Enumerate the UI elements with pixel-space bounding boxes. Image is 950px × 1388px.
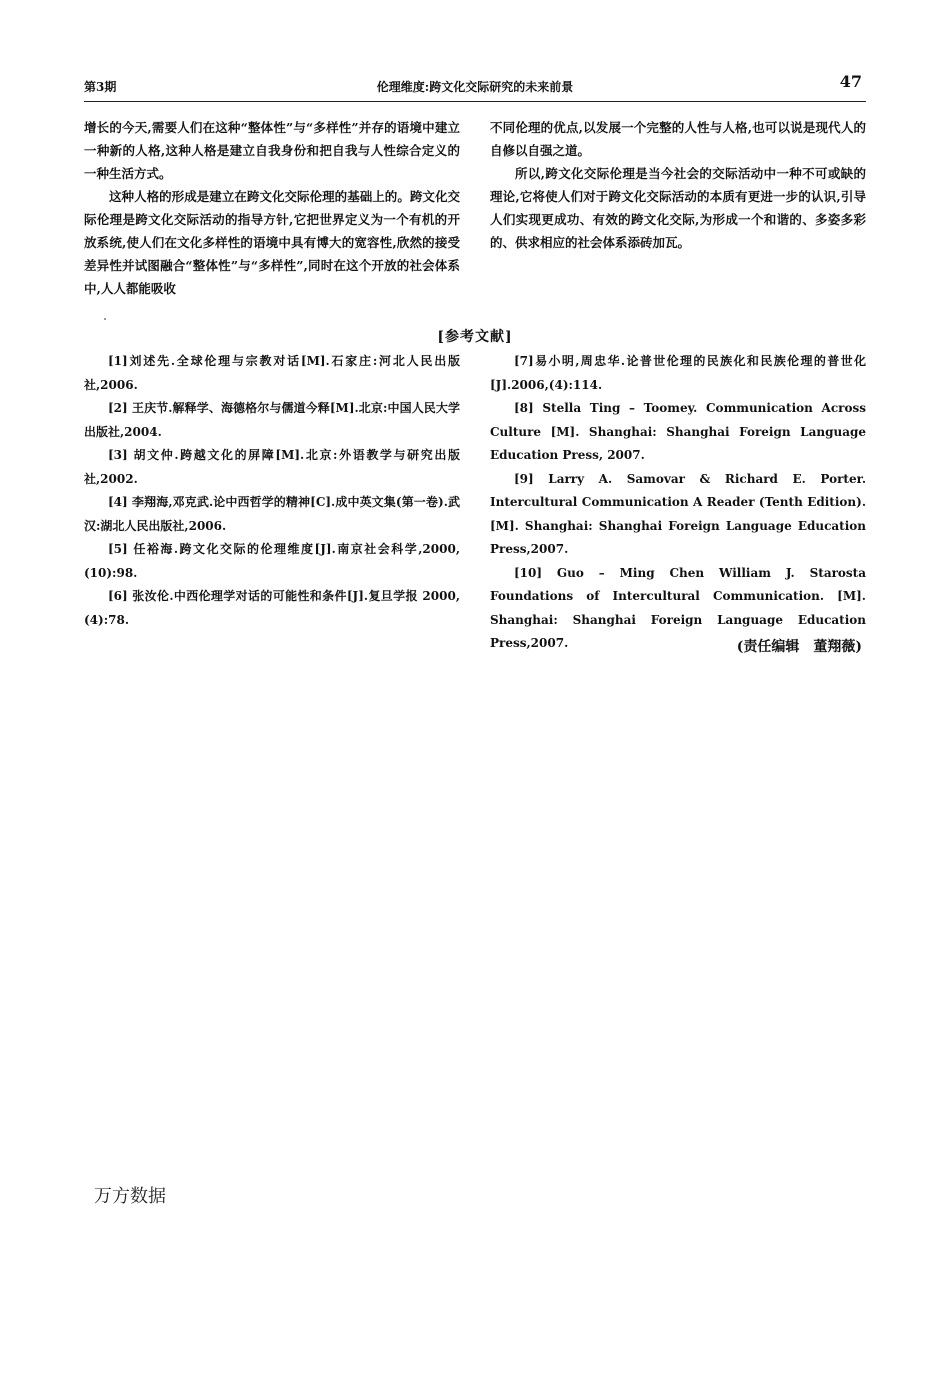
running-header <box>84 72 866 98</box>
references-heading: [参考文献] <box>437 329 513 345</box>
reference-item: [6] 张汝伦.中西伦理学对话的可能性和条件[J].复旦学报 2000,(4):78. <box>84 589 460 627</box>
reference-item: [2] 王庆节.解释学、海德格尔与儒道今释[M].北京:中国人民大学出版社,2004. <box>84 401 460 439</box>
reference-item: [4] 李翔海,邓克武.论中西哲学的精神[C].成中英文集(第一卷).武汉:湖北人民出版社,2006. <box>84 495 460 533</box>
issue-number: 第3期 <box>84 80 117 94</box>
body-column-left <box>84 116 460 300</box>
database-watermark: 万方数据 <box>94 1186 166 1207</box>
body-column-right <box>490 116 866 254</box>
reference-item: [3] 胡文仲.跨越文化的屏障[M].北京:外语教学与研究出版社,2002. <box>84 448 460 486</box>
reference-item: [1]刘述先.全球伦理与宗教对话[M].石家庄:河北人民出版社,2006. <box>84 354 460 392</box>
body-paragraph: 增长的今天,需要人们在这种“整体性”与“多样性”并存的语境中建立一种新的人格,这种人格是建立自我身份和把自我与人性综合定义的一种生活方式。 <box>84 120 460 181</box>
body-paragraph: 不同伦理的优点,以发展一个完整的人性与人格,也可以说是现代人的自修以自强之道。 <box>490 120 866 158</box>
running-title: 伦理维度:跨文化交际研究的未来前景 <box>376 80 574 94</box>
responsible-editor: (责任编辑 董翔薇) <box>736 639 862 655</box>
reference-item: [9] Larry A. Samovar & Richard E. Porter. Intercultural Communication A Reader (Tenth Edition). [M]. Shanghai: Shanghai Foreign Language Education Press,2007. <box>490 471 866 556</box>
body-paragraph: 这种人格的形成是建立在跨文化交际伦理的基础上的。跨文化交际伦理是跨文化交际活动的指导方针,它把世界定义为一个有机的开放系统,使人们在文化多样性的语境中具有博大的宽容性,欣然的接受差异性并试图融合“整体性”与“多样性”,同时在这个开放的社会体系中,人人都能吸收 <box>84 189 460 296</box>
page-number: 47 <box>839 72 862 91</box>
reference-item: [8] Stella Ting – Toomey. Communication Across Culture [M]. Shanghai: Shanghai Foreign Language Education Press, 2007. <box>490 401 866 462</box>
references-column-left <box>84 350 460 632</box>
reference-item: [5] 任裕海.跨文化交际的伦理维度[J].南京社会科学,2000,(10):98. <box>84 542 460 580</box>
reference-item: [10] Guo – Ming Chen William J. Starosta Foundations of Intercultural Communication. [M]. Shanghai: Shanghai Foreign Language Education Press,2007. <box>490 565 866 650</box>
reference-item: [7]易小明,周忠华.论普世伦理的民族化和民族伦理的普世化[J].2006,(4):114. <box>490 354 866 392</box>
header-rule <box>84 101 866 102</box>
scan-speck <box>104 318 106 320</box>
references-column-right <box>490 350 866 656</box>
body-paragraph: 所以,跨文化交际伦理是当今社会的交际活动中一种不可或缺的理论,它将使人们对于跨文化交际活动的本质有更进一步的认识,引导人们实现更成功、有效的跨文化交际,为形成一个和谐的、多姿多彩的、供求相应的社会体系添砖加瓦。 <box>490 166 866 250</box>
